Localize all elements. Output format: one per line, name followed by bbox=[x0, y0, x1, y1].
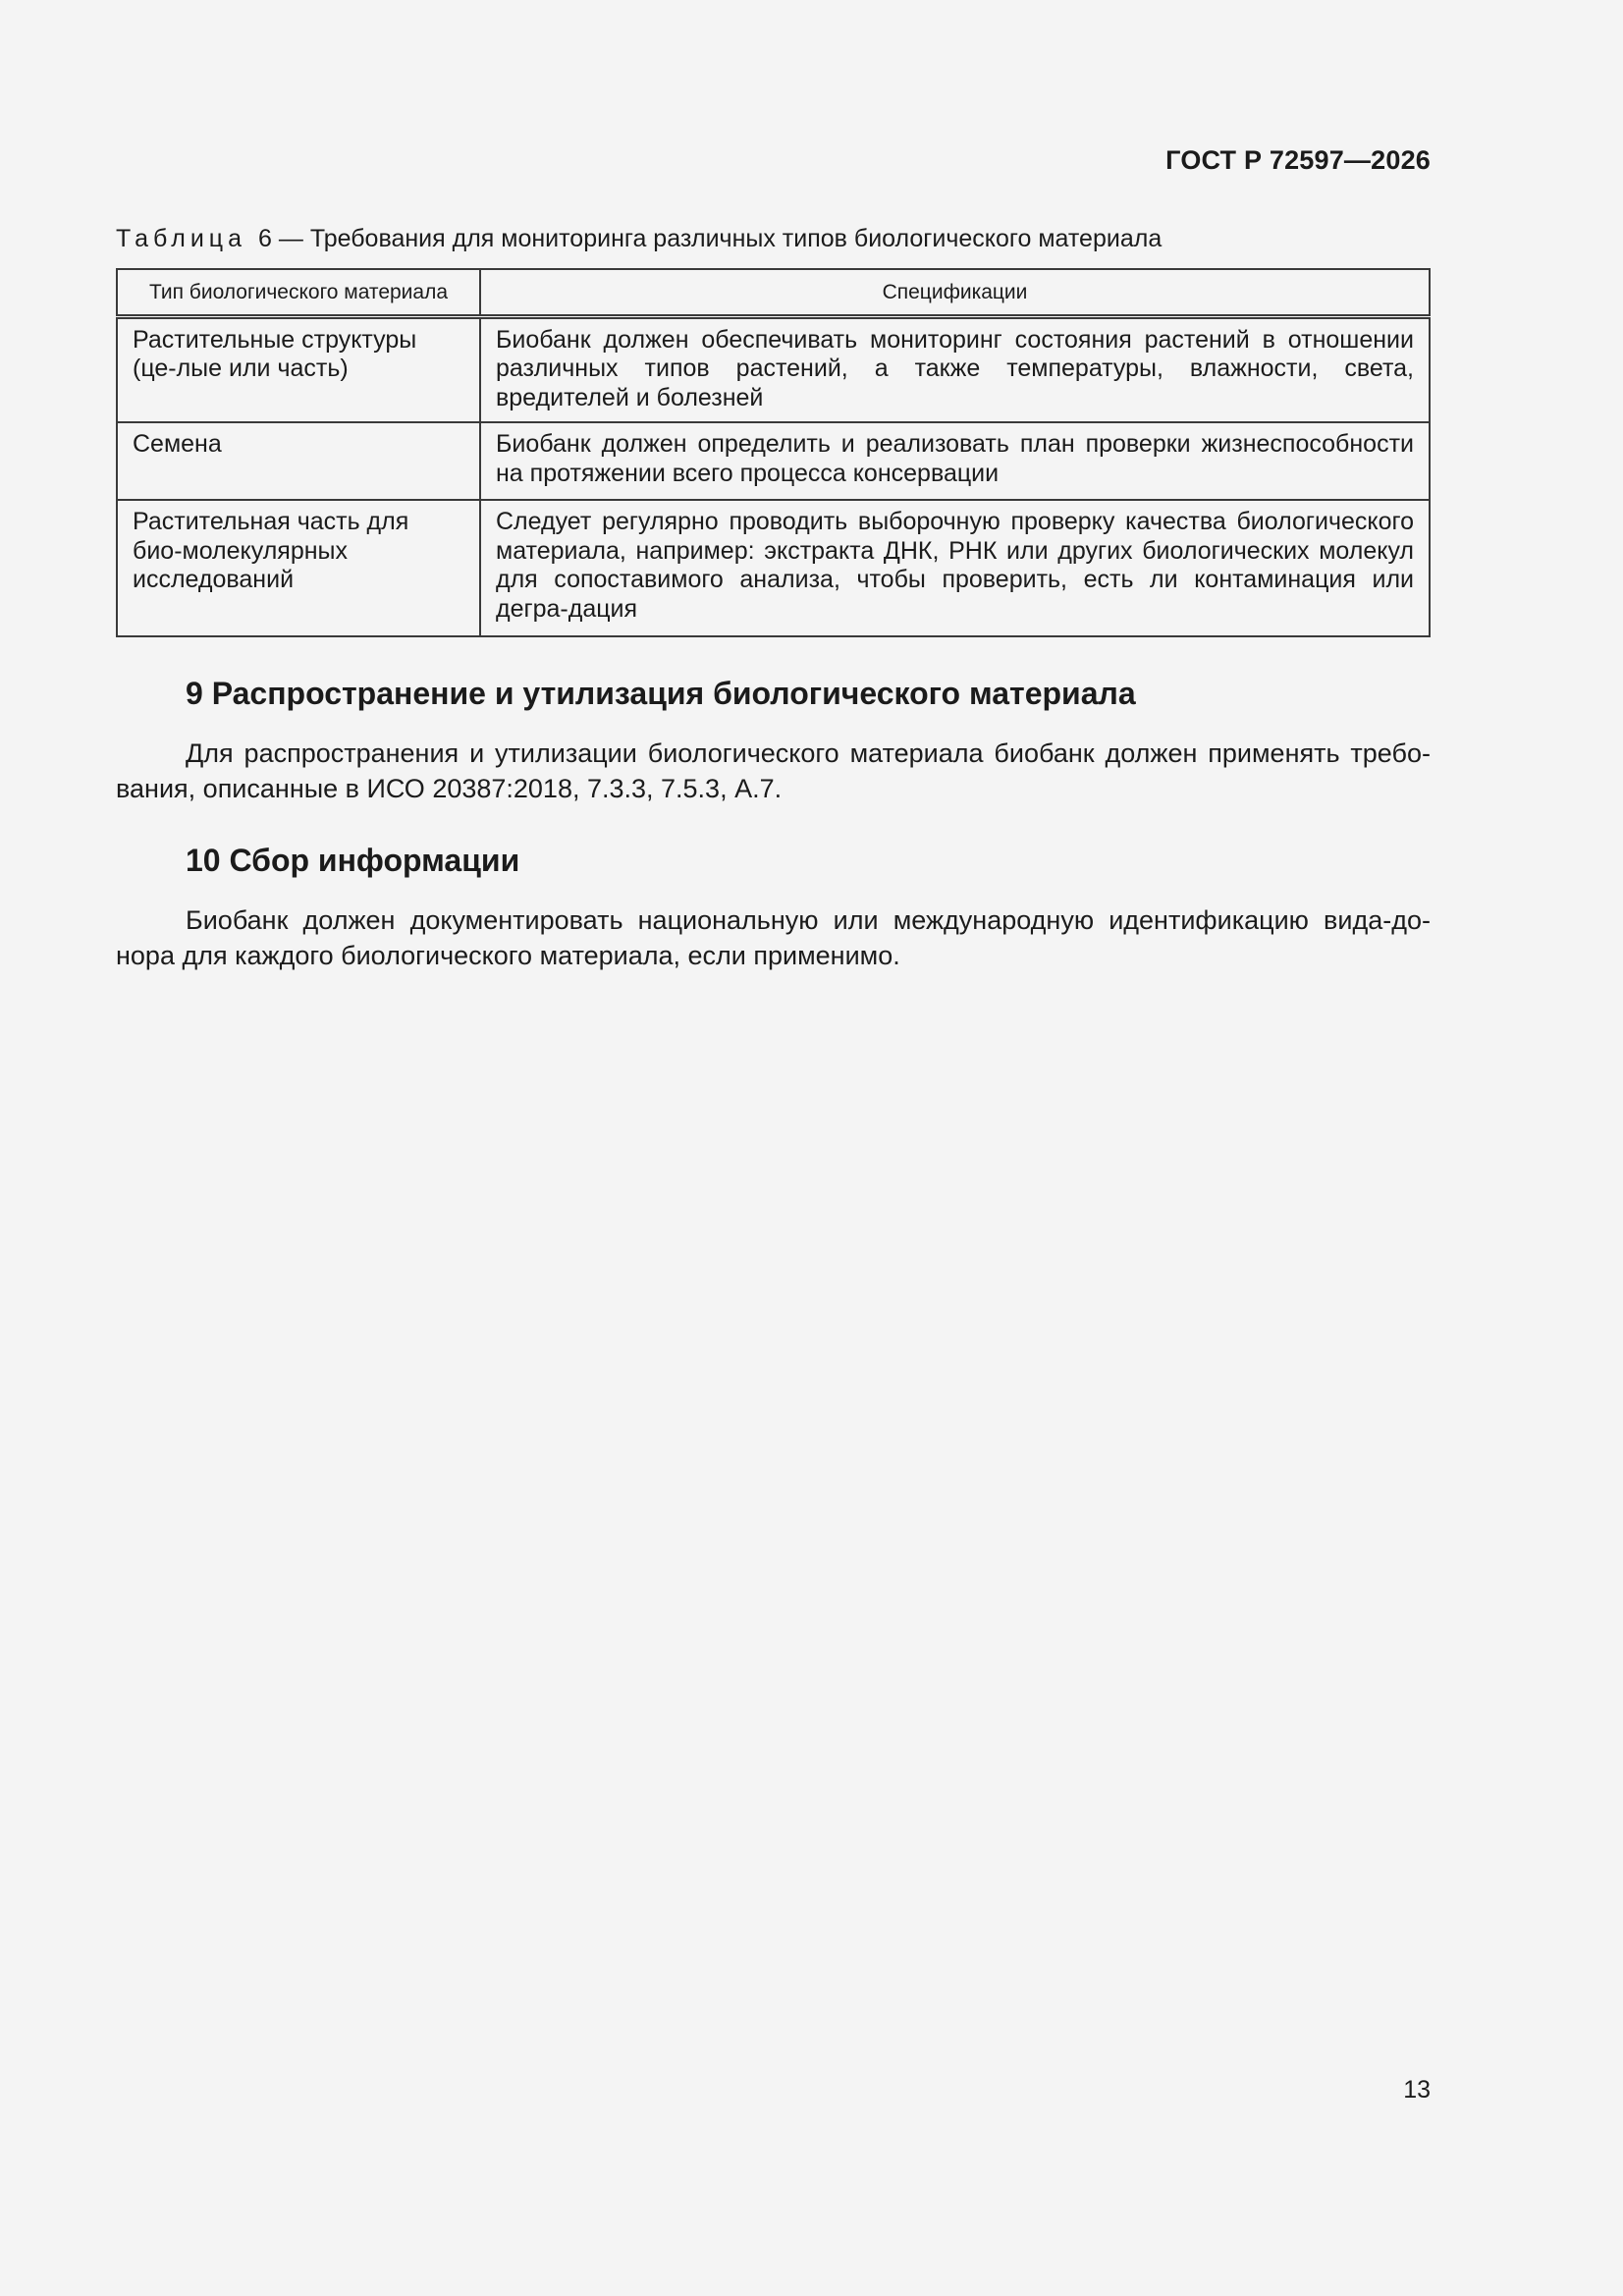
table-row bbox=[117, 500, 1430, 636]
section-10-heading: 10 Сбор информации bbox=[186, 843, 520, 878]
column-header-spec: Спецификации bbox=[480, 269, 1430, 316]
page-number: 13 bbox=[1403, 2076, 1431, 2104]
table-caption-title: 6 — Требования для мониторинга различных типов биологического материала bbox=[258, 225, 1163, 252]
cell-specification: Биобанк должен определить и реализовать план проверки жизнеспособности на протяжении всего процесса консервации bbox=[480, 422, 1430, 500]
section-10-text: Биобанк должен документировать национальную или международную идентификацию вида-до-нора для каждого биологического материала, если применимо. bbox=[116, 905, 1431, 970]
table-row bbox=[117, 316, 1430, 422]
requirements-table bbox=[116, 268, 1431, 637]
section-9-text: Для распространения и утилизации биологического материала биобанк должен применять требо-вания, описанные в ИСО 20387:2018, 7.3.3, 7.5.3, А.7. bbox=[116, 738, 1431, 803]
section-9-heading: 9 Распространение и утилизация биологического материала bbox=[186, 676, 1136, 711]
table-caption-word: Таблица bbox=[116, 225, 247, 252]
cell-material-type: Растительная часть для био-молекулярных исследований bbox=[117, 500, 480, 636]
table-caption bbox=[116, 225, 1432, 253]
column-header-type: Тип биологического материала bbox=[117, 269, 480, 316]
cell-specification: Биобанк должен обеспечивать мониторинг состояния растений в отношении различных типов растений, а также температуры, влажности, света, вредителей и болезней bbox=[480, 316, 1430, 422]
table-header-row bbox=[117, 269, 1430, 316]
cell-material-type: Растительные структуры (це-лые или часть) bbox=[117, 316, 480, 422]
table-row bbox=[117, 422, 1430, 500]
cell-material-type: Семена bbox=[117, 422, 480, 500]
document-code: ГОСТ Р 72597—2026 bbox=[1165, 145, 1431, 175]
cell-specification: Следует регулярно проводить выборочную проверку качества биологического материала, например: экстракта ДНК, РНК или других биологических молекул для сопоставимого анализа, чтобы проверить, есть ли контаминация или дегра-дация bbox=[480, 500, 1430, 636]
